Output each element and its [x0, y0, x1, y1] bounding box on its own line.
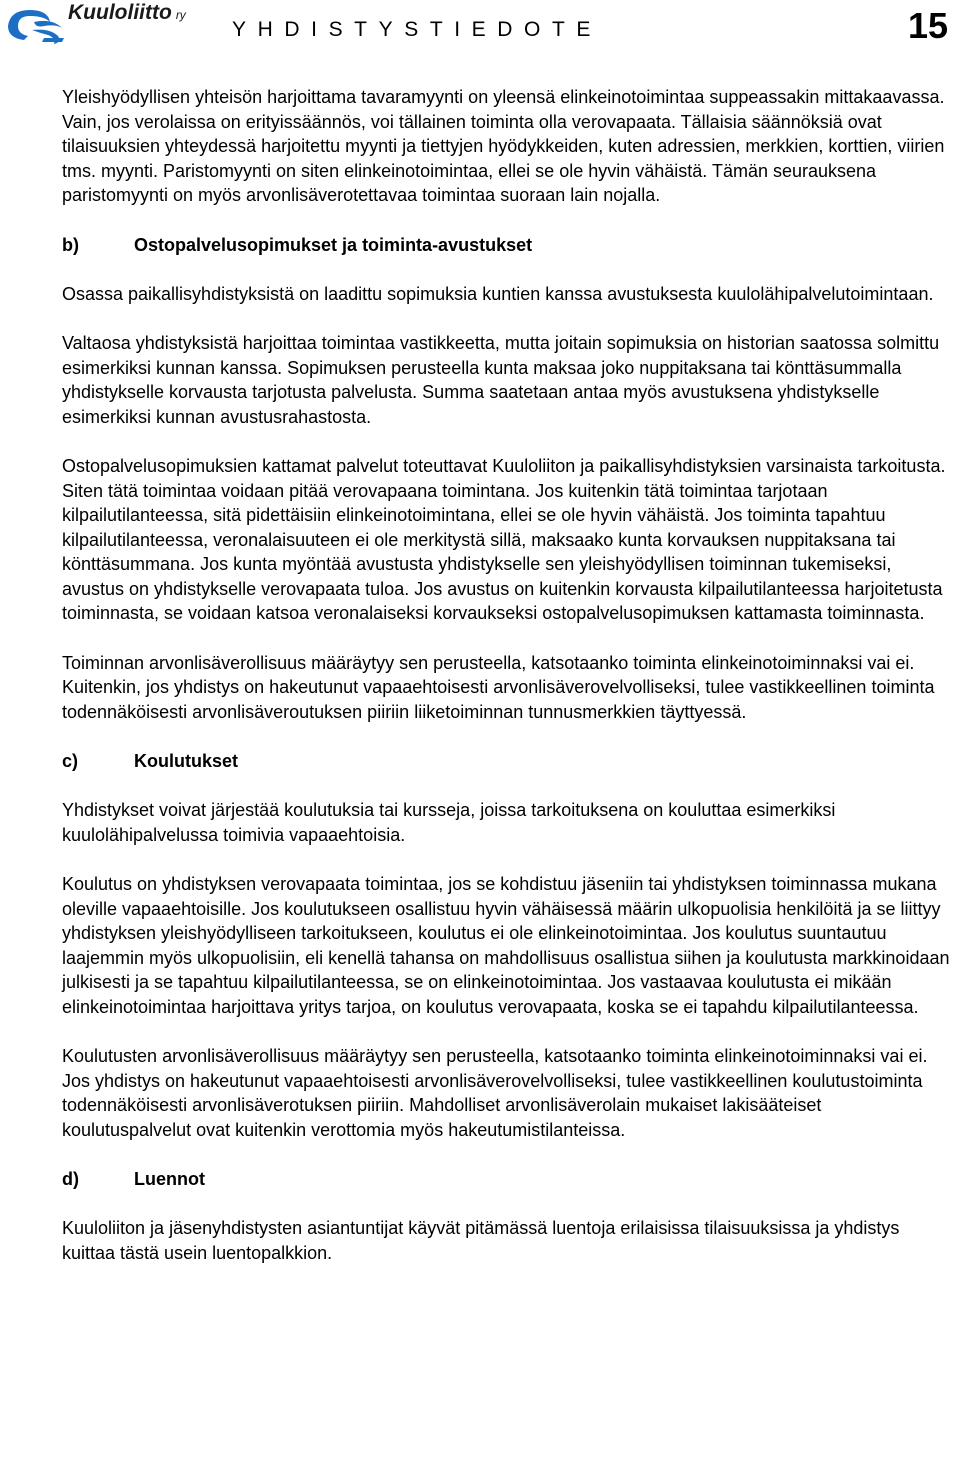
- kuuloliitto-logo: [4, 2, 214, 50]
- document-body: [62, 85, 954, 1290]
- page-header-title: YHDISTYSTIEDOTE: [232, 18, 603, 41]
- paragraph: Yleishyödyllisen yhteisön harjoittama tavaramyynti on yleensä elinkeinotoimintaa suppeassakin mittakaavassa. Vain, jos verolaissa on erityissäännös, voi tällainen toiminta olla verovapaata. Tällaisia säännöksiä ovat tilaisuuksien yhteydessä harjoitettu myynti ja tiettyjen hyödykkeiden, kuten adressien, merkkien, korttien, viirien tms. myynti. Paristomyynti on siten elinkeinotoimintaa, ellei se ole hyvin vähäistä. Tämän seurauksena paristomyynti on myös arvonlisäverotettavaa toimintaa suoraan lain nojalla.: [62, 87, 945, 206]
- logo-text: Kuuloliitto: [68, 1, 172, 24]
- paragraph: Toiminnan arvonlisäverollisuus määräytyy sen perusteella, katsotaanko toiminta elinkeinotoiminnaksi vai ei. Kuitenkin, jos yhdistys on hakeutunut vapaaehtoisesti arvonlisäverovelvolliseksi, tulee vastikkeellinen toiminta todennäköisesti arvonlisäveroutuksen piiriin liiketoiminnan tunnusmerkkien täyttyessä.: [62, 652, 935, 722]
- section-title: Luennot: [134, 1169, 205, 1190]
- paragraph: Ostopalvelusopimuksien kattamat palvelut toteuttavat Kuuloliiton ja paikallisyhdistyksien varsinaista tarkoitusta. Siten tätä toimintaa voidaan pitää verovapaana toimintana. Jos kuitenkin tätä toimintaa tarjotaan kilpailutilanteessa, sitä pidettäisiin elinkeinotoimintana, ellei se ole hyvin vähäistä. Jos toiminta tapahtuu kilpailutilanteessa, veronalaisuuteen ei ole merkitystä sillä, maksaako kunta korvauksen nuppitaksana tai könttäsummana. Jos kunta myöntää avustusta yhdistykselle sen yleishyödyllisen toiminnan tukemiseksi, avustus on yhdistykselle verovapaata tuloa. Jos avustus on kuitenkin korvausta kilpailutilanteessa harjoitetusta toiminnasta, se voidaan katsoa veronalaiseksi korvaukseksi ostopalvelusopimuksen kattamasta toiminnasta.: [62, 455, 946, 624]
- paragraph: Yhdistykset voivat järjestää koulutuksia tai kursseja, joissa tarkoituksena on kouluttaa esimerkiksi kuulolähipalvelussa toimivia vapaaehtoisia.: [62, 800, 836, 845]
- section-heading-c: [62, 749, 954, 774]
- section-title: Koulutukset: [134, 751, 239, 772]
- logo-subtext: ry: [175, 8, 186, 22]
- page-header: [0, 0, 960, 60]
- section-letter: d): [62, 1169, 79, 1190]
- section-letter: c): [62, 751, 79, 772]
- kuuloliitto-logo-icon: [4, 2, 68, 48]
- page-number: 15: [908, 5, 949, 46]
- paragraph: Valtaosa yhdistyksistä harjoittaa toimintaa vastikkeetta, mutta joitain sopimuksia on historian saatossa solmittu esimerkiksi kunnan kanssa. Sopimuksen perusteella kunta maksaa joko nuppitaksana tai könttäsummalla yhdistykselle korvausta tarjotusta palvelusta. Summa saatetaan antaa myös avustuksena yhdistykselle esimerkiksi kunnan avustusrahastosta.: [62, 332, 940, 427]
- section-heading-d: [62, 1167, 954, 1192]
- section-letter: b): [62, 234, 79, 255]
- section-title: Ostopalvelusopimukset ja toiminta-avustukset: [134, 234, 533, 255]
- paragraph: Koulutus on yhdistyksen verovapaata toimintaa, jos se kohdistuu jäseniin tai yhdistyksen toiminnassa mukana oleville vapaaehtoisille. Jos koulutukseen osallistuu hyvin vähäisessä määrin ulkopuolisia henkilöitä ja se liittyy yhdistyksen yleishyödylliseen tarkoitukseen, koulutus ei ole elinkeinotoimintaa. Jos koulutus suuntautuu laajemmin myös ulkopuolisiin, eli kenellä tahansa on mahdollisuus osallistua siihen ja koulutusta markkinoidaan julkisesti ja se tapahtuu kilpailutilanteessa, se on elinkeinotoimintaa. Jos vastaavaa koulutusta ei mikään elinkeinotoimintaa harjoittava yritys tarjoa, on koulutus verovapaata, koska se ei tapahdu kilpailutilanteessa.: [62, 874, 950, 1017]
- section-heading-b: [62, 233, 954, 258]
- paragraph: Koulutusten arvonlisäverollisuus määräytyy sen perusteella, katsotaanko toiminta elinkeinotoiminnaksi vai ei. Jos yhdistys on hakeutunut vapaaehtoisesti arvonlisäverovelvolliseksi, tulee vastikkeellinen koulutustoiminta todennäköisesti arvonlisäverotuksen piiriin. Mahdolliset arvonlisäverolain mukaiset lakisääteiset koulutuspalvelut ovat kuitenkin verottomia myös hakeutumistilanteissa.: [62, 1046, 928, 1140]
- paragraph: Kuuloliiton ja jäsenyhdistysten asiantuntijat käyvät pitämässä luentoja erilaisissa tilaisuuksissa ja yhdistys kuittaa tästä usein luentopalkkion.: [62, 1218, 900, 1263]
- paragraph: Osassa paikallisyhdistyksistä on laadittu sopimuksia kuntien kanssa avustuksesta kuulolähipalvelutoimintaan.: [62, 283, 934, 304]
